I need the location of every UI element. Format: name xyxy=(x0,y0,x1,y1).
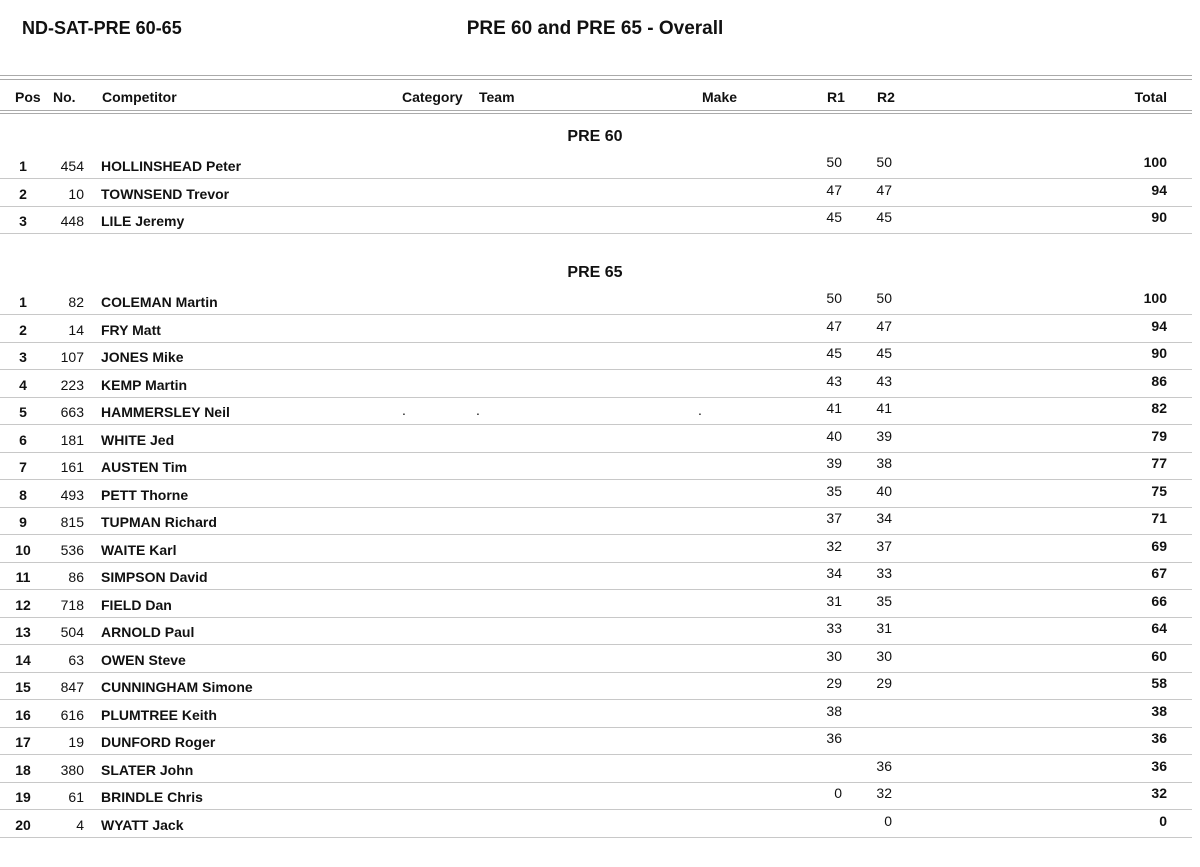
competitor-number-cell: 454 xyxy=(60,158,84,174)
competitor-name-cell: BRINDLE Chris xyxy=(101,789,203,805)
competitor-name-cell: AUSTEN Tim xyxy=(101,459,188,475)
total-score-cell: 86 xyxy=(1151,373,1167,389)
table-row xyxy=(0,508,1192,535)
round-2-score-cell: 40 xyxy=(876,483,892,499)
position-cell: 8 xyxy=(19,487,27,503)
total-score-cell: 0 xyxy=(1159,813,1167,829)
round-1-score-cell: 32 xyxy=(826,538,842,554)
competitor-number-cell: 504 xyxy=(60,624,84,640)
competitor-name-cell: WYATT Jack xyxy=(101,817,184,833)
position-cell: 18 xyxy=(15,762,31,778)
competitor-number-cell: 61 xyxy=(68,789,84,805)
total-score-cell: 32 xyxy=(1151,785,1167,801)
competitor-name-cell: WHITE Jed xyxy=(101,432,175,448)
competitor-name-cell: TUPMAN Richard xyxy=(101,514,217,530)
position-cell: 20 xyxy=(15,817,31,833)
position-cell: 10 xyxy=(15,542,31,558)
competitor-name-cell: DUNFORD Roger xyxy=(101,734,216,750)
header-divider-bottom xyxy=(0,110,1192,111)
competitor-number-cell: 107 xyxy=(60,349,84,365)
round-2-score-cell: 43 xyxy=(876,373,892,389)
table-row xyxy=(0,207,1192,234)
position-cell: 15 xyxy=(15,679,31,695)
round-1-score-cell: 37 xyxy=(826,510,842,526)
total-score-cell: 64 xyxy=(1151,620,1167,636)
round-2-score-cell: 30 xyxy=(876,648,892,664)
competitor-name-cell: FIELD Dan xyxy=(101,597,172,613)
competitor-number-cell: 19 xyxy=(68,734,84,750)
competitor-number-cell: 663 xyxy=(60,404,84,420)
table-row xyxy=(0,152,1192,179)
table-row xyxy=(0,618,1192,645)
column-header-r2: R2 xyxy=(877,89,895,105)
position-cell: 9 xyxy=(19,514,27,530)
team-cell: . xyxy=(476,402,480,418)
section-title: PRE 60 xyxy=(567,128,623,145)
round-2-score-cell: 36 xyxy=(876,758,892,774)
position-cell: 12 xyxy=(15,597,31,613)
competitor-number-cell: 536 xyxy=(60,542,84,558)
competitor-name-cell: FRY Matt xyxy=(101,322,161,338)
table-row xyxy=(0,481,1192,508)
table-row xyxy=(0,398,1192,425)
position-cell: 19 xyxy=(15,789,31,805)
competitor-number-cell: 82 xyxy=(68,294,84,310)
competitor-name-cell: SIMPSON David xyxy=(101,569,208,585)
position-cell: 4 xyxy=(19,377,27,393)
round-1-score-cell: 33 xyxy=(826,620,842,636)
event-code: ND-SAT-PRE 60-65 xyxy=(22,18,182,38)
position-cell: 14 xyxy=(15,652,31,668)
round-2-score-cell: 33 xyxy=(876,565,892,581)
column-header-competitor: Competitor xyxy=(102,89,177,105)
round-1-score-cell: 31 xyxy=(826,593,842,609)
position-cell: 7 xyxy=(19,459,27,475)
total-score-cell: 66 xyxy=(1151,593,1167,609)
competitor-number-cell: 493 xyxy=(60,487,84,503)
column-header-make: Make xyxy=(702,89,738,105)
total-score-cell: 60 xyxy=(1151,648,1167,664)
column-header-no: No. xyxy=(53,89,76,105)
position-cell: 11 xyxy=(15,569,31,585)
table-row xyxy=(0,536,1192,563)
column-header-category: Category xyxy=(402,89,463,105)
total-score-cell: 100 xyxy=(1143,154,1167,170)
table-row xyxy=(0,343,1192,370)
position-cell: 17 xyxy=(15,734,31,750)
table-row xyxy=(0,646,1192,673)
table-row xyxy=(0,180,1192,207)
competitor-name-cell: JONES Mike xyxy=(101,349,184,365)
competitor-name-cell: LILE Jeremy xyxy=(101,213,185,229)
round-1-score-cell: 47 xyxy=(826,318,842,334)
section-title: PRE 65 xyxy=(567,264,623,281)
table-row xyxy=(0,728,1192,755)
round-2-score-cell: 35 xyxy=(876,593,892,609)
column-header-total: Total xyxy=(1134,89,1167,105)
competitor-number-cell: 63 xyxy=(68,652,84,668)
header-divider-bottom-inner xyxy=(0,113,1192,114)
table-row xyxy=(0,756,1192,783)
round-2-score-cell: 45 xyxy=(876,209,892,225)
column-header-team: Team xyxy=(479,89,515,105)
competitor-name-cell: SLATER John xyxy=(101,762,194,778)
competitor-name-cell: KEMP Martin xyxy=(101,377,188,393)
competitor-name-cell: COLEMAN Martin xyxy=(101,294,218,310)
total-score-cell: 100 xyxy=(1143,290,1167,306)
competitor-number-cell: 86 xyxy=(68,569,84,585)
table-row xyxy=(0,591,1192,618)
table-row xyxy=(0,316,1192,343)
round-2-score-cell: 41 xyxy=(876,400,892,416)
round-2-score-cell: 34 xyxy=(876,510,892,526)
round-1-score-cell: 36 xyxy=(826,730,842,746)
position-cell: 3 xyxy=(19,213,27,229)
competitor-name-cell: OWEN Steve xyxy=(101,652,186,668)
make-cell: . xyxy=(698,402,702,418)
round-1-score-cell: 39 xyxy=(826,455,842,471)
round-2-score-cell: 38 xyxy=(876,455,892,471)
round-1-score-cell: 47 xyxy=(826,182,842,198)
round-2-score-cell: 0 xyxy=(884,813,892,829)
position-cell: 6 xyxy=(19,432,27,448)
total-score-cell: 94 xyxy=(1151,318,1167,334)
total-score-cell: 58 xyxy=(1151,675,1167,691)
round-2-score-cell: 50 xyxy=(876,290,892,306)
competitor-number-cell: 161 xyxy=(60,459,84,475)
round-2-score-cell: 29 xyxy=(876,675,892,691)
round-2-score-cell: 32 xyxy=(876,785,892,801)
round-2-score-cell: 39 xyxy=(876,428,892,444)
total-score-cell: 77 xyxy=(1151,455,1167,471)
header-divider-top xyxy=(0,75,1192,76)
table-row xyxy=(0,453,1192,480)
competitor-number-cell: 10 xyxy=(68,186,84,202)
round-1-score-cell: 40 xyxy=(826,428,842,444)
position-cell: 5 xyxy=(19,404,27,420)
table-row xyxy=(0,288,1192,315)
competitor-name-cell: HAMMERSLEY Neil xyxy=(101,404,230,420)
total-score-cell: 82 xyxy=(1151,400,1167,416)
competitor-number-cell: 181 xyxy=(60,432,84,448)
position-cell: 13 xyxy=(15,624,31,640)
round-1-score-cell: 50 xyxy=(826,154,842,170)
table-row xyxy=(0,701,1192,728)
round-2-score-cell: 47 xyxy=(876,318,892,334)
round-1-score-cell: 0 xyxy=(834,785,842,801)
competitor-name-cell: PLUMTREE Keith xyxy=(101,707,217,723)
competitor-name-cell: HOLLINSHEAD Peter xyxy=(101,158,242,174)
position-cell: 2 xyxy=(19,186,27,202)
category-cell: . xyxy=(402,402,406,418)
column-header-pos: Pos xyxy=(15,89,41,105)
round-1-score-cell: 41 xyxy=(826,400,842,416)
page-title: PRE 60 and PRE 65 - Overall xyxy=(466,18,724,39)
competitor-number-cell: 14 xyxy=(68,322,84,338)
competitor-number-cell: 380 xyxy=(60,762,84,778)
position-cell: 1 xyxy=(19,158,27,174)
column-header-r1: R1 xyxy=(827,89,845,105)
header-divider-top-inner xyxy=(0,79,1192,80)
round-1-score-cell: 29 xyxy=(826,675,842,691)
round-2-score-cell: 37 xyxy=(876,538,892,554)
total-score-cell: 67 xyxy=(1151,565,1167,581)
table-row xyxy=(0,673,1192,700)
table-row xyxy=(0,783,1192,810)
table-row xyxy=(0,811,1192,838)
competitor-number-cell: 616 xyxy=(60,707,84,723)
total-score-cell: 38 xyxy=(1151,703,1167,719)
total-score-cell: 36 xyxy=(1151,730,1167,746)
total-score-cell: 90 xyxy=(1151,345,1167,361)
round-2-score-cell: 50 xyxy=(876,154,892,170)
table-row xyxy=(0,371,1192,398)
competitor-name-cell: TOWNSEND Trevor xyxy=(101,186,230,202)
round-2-score-cell: 31 xyxy=(876,620,892,636)
competitor-number-cell: 448 xyxy=(60,213,84,229)
total-score-cell: 79 xyxy=(1151,428,1167,444)
total-score-cell: 75 xyxy=(1151,483,1167,499)
round-1-score-cell: 43 xyxy=(826,373,842,389)
position-cell: 3 xyxy=(19,349,27,365)
round-1-score-cell: 34 xyxy=(826,565,842,581)
round-1-score-cell: 30 xyxy=(826,648,842,664)
competitor-name-cell: CUNNINGHAM Simone xyxy=(101,679,253,695)
round-1-score-cell: 45 xyxy=(826,209,842,225)
competitor-number-cell: 4 xyxy=(76,817,84,833)
table-row xyxy=(0,563,1192,590)
round-2-score-cell: 47 xyxy=(876,182,892,198)
round-1-score-cell: 38 xyxy=(826,703,842,719)
competitor-name-cell: PETT Thorne xyxy=(101,487,189,503)
table-row xyxy=(0,426,1192,453)
competitor-number-cell: 815 xyxy=(60,514,84,530)
round-1-score-cell: 45 xyxy=(826,345,842,361)
total-score-cell: 90 xyxy=(1151,209,1167,225)
competitor-number-cell: 718 xyxy=(60,597,84,613)
competitor-number-cell: 223 xyxy=(60,377,84,393)
round-1-score-cell: 35 xyxy=(826,483,842,499)
total-score-cell: 69 xyxy=(1151,538,1167,554)
total-score-cell: 94 xyxy=(1151,182,1167,198)
total-score-cell: 71 xyxy=(1151,510,1167,526)
competitor-name-cell: ARNOLD Paul xyxy=(101,624,195,640)
round-2-score-cell: 45 xyxy=(876,345,892,361)
total-score-cell: 36 xyxy=(1151,758,1167,774)
competitor-number-cell: 847 xyxy=(60,679,84,695)
position-cell: 2 xyxy=(19,322,27,338)
round-1-score-cell: 50 xyxy=(826,290,842,306)
position-cell: 1 xyxy=(19,294,27,310)
position-cell: 16 xyxy=(15,707,31,723)
competitor-name-cell: WAITE Karl xyxy=(101,542,177,558)
